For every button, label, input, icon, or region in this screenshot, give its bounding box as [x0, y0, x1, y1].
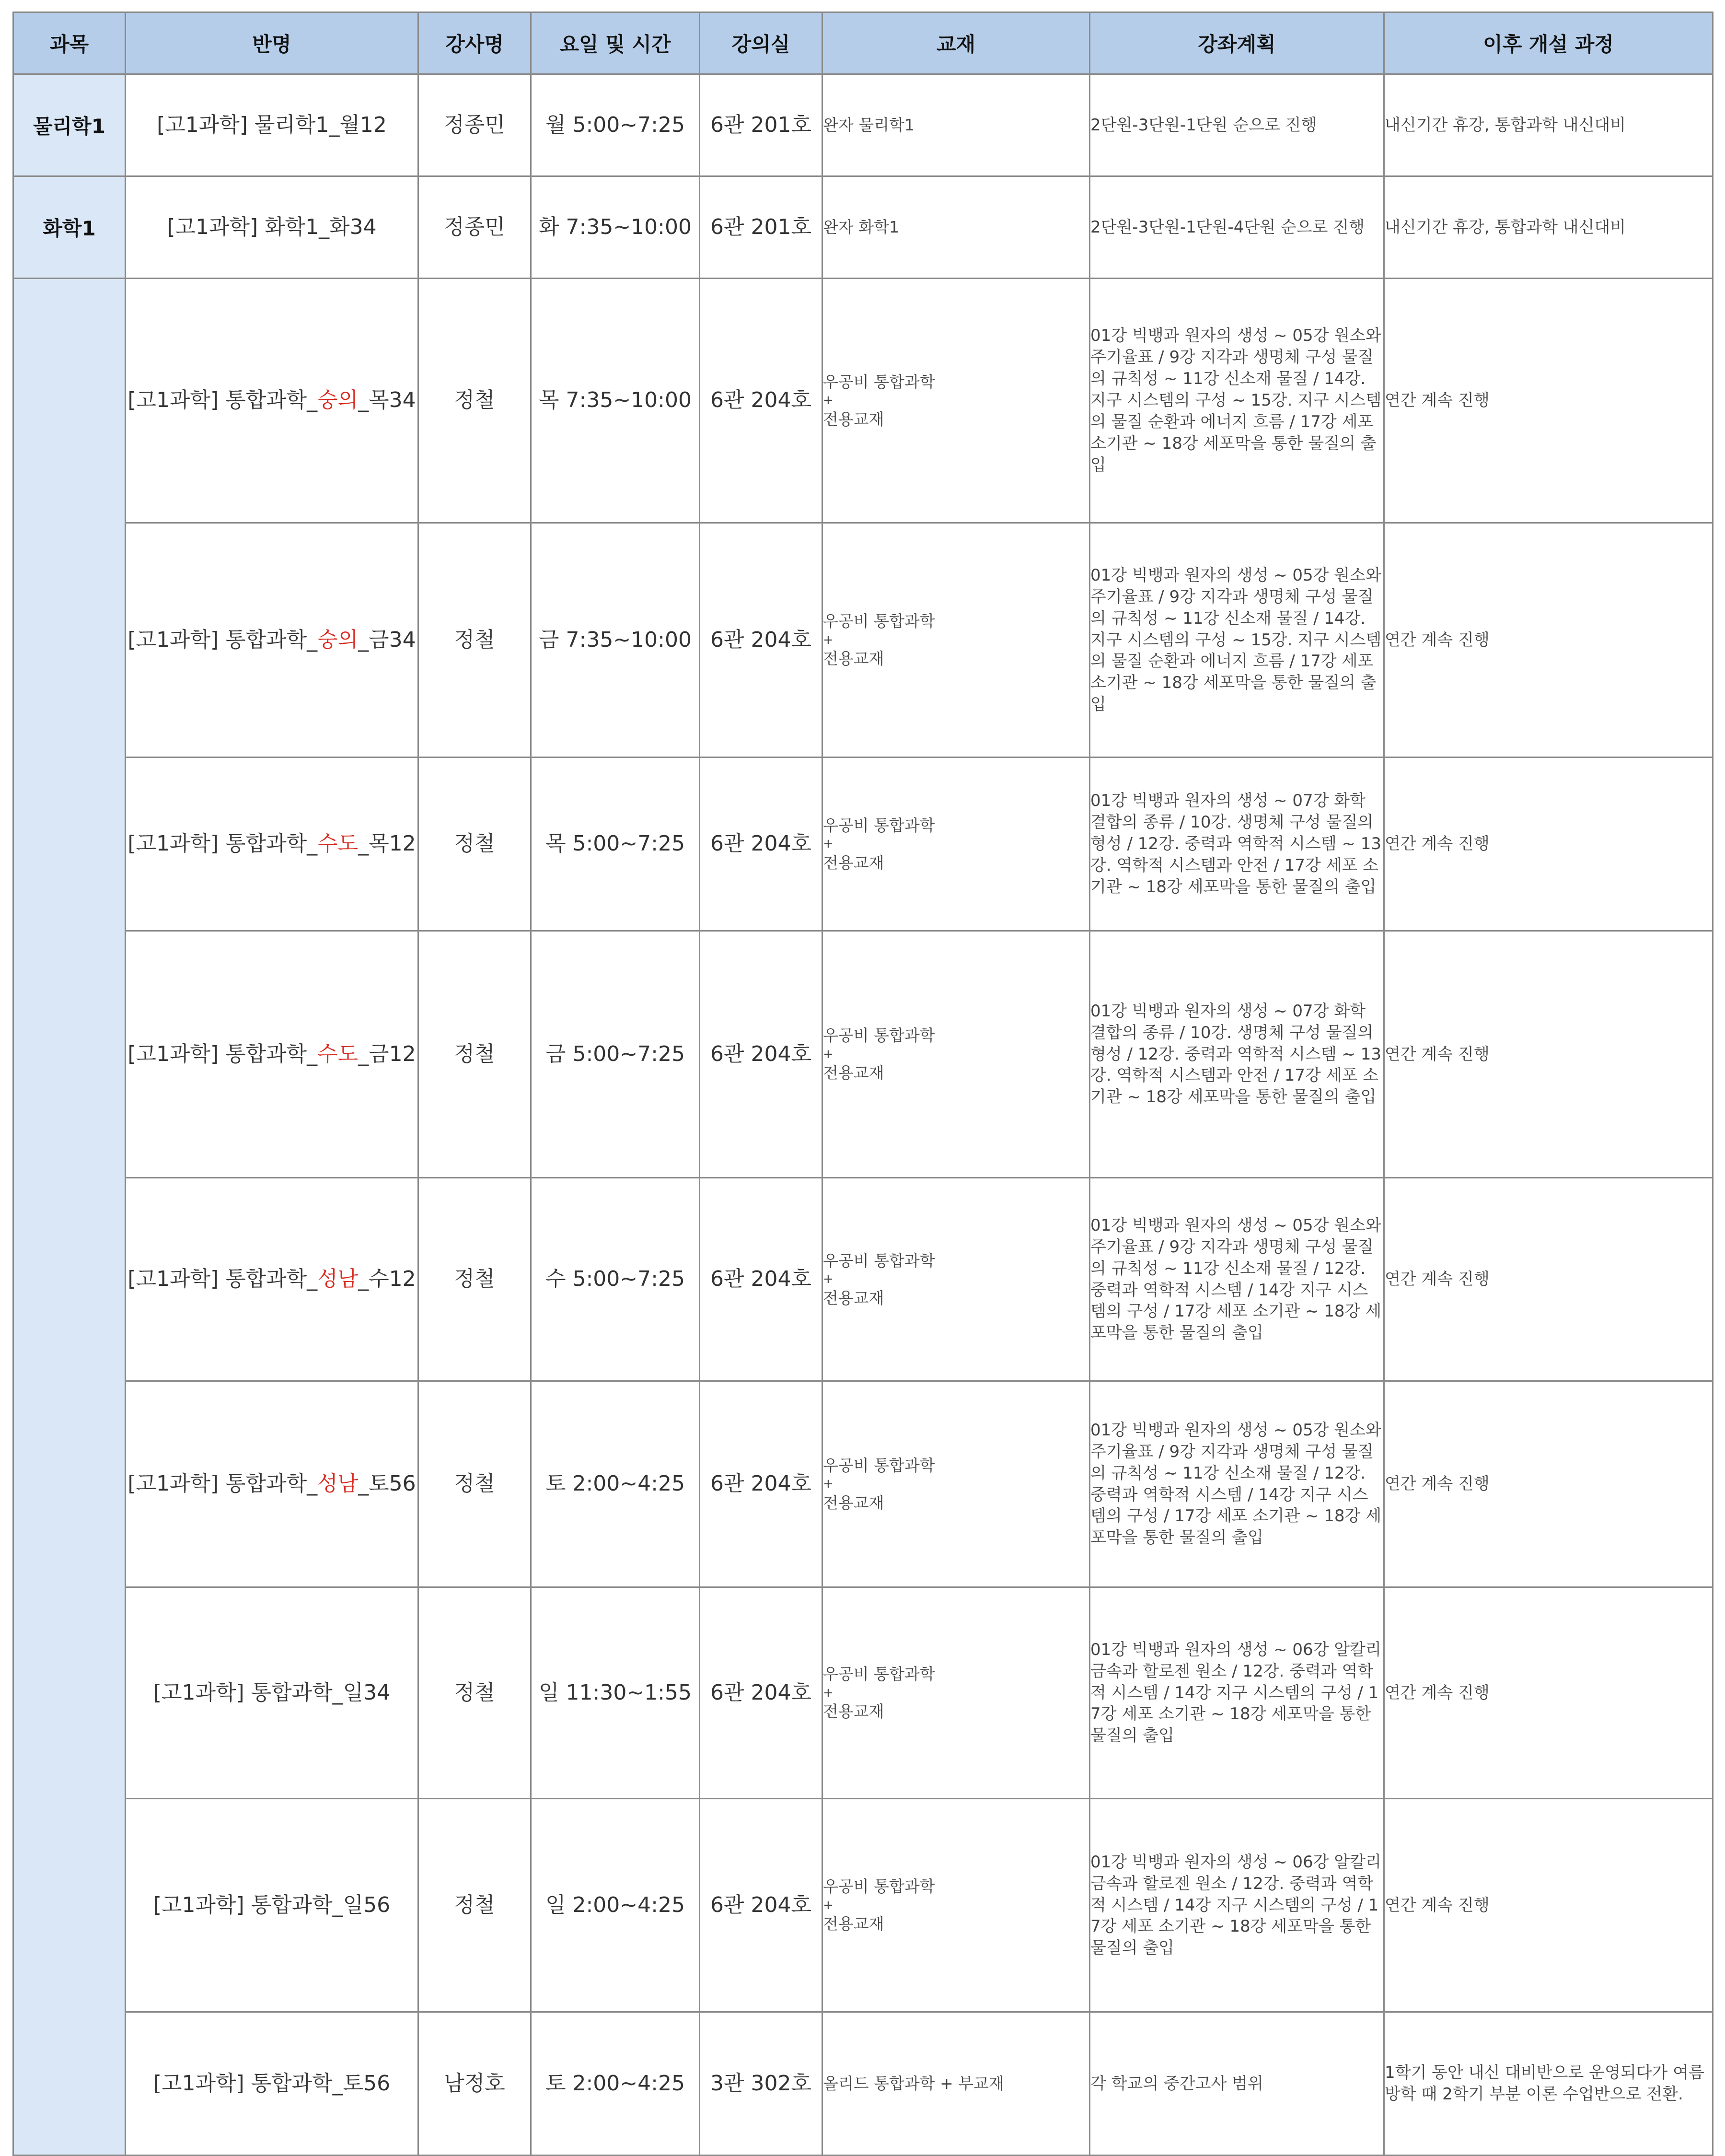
textbook-cell	[822, 1178, 1090, 1381]
textbook-plus: +	[823, 632, 834, 647]
course-plan-cell: 01강 빅뱅과 원자의 생성 ~ 06강 알칼리 금속과 할로젠 원소 / 12강. 중력과 역학적 시스템 / 14강 지구 시스템의 구성 / 17강 세포 소기관 ~ 18강 세포막을 통한 물질의 출입	[1090, 1587, 1384, 1799]
table-row	[13, 2012, 1713, 2156]
textbook-main: 우공비 통합과학	[823, 816, 935, 835]
textbook-cell	[822, 2012, 1090, 2156]
room-cell: 6관 204호	[700, 279, 822, 523]
teacher-cell: 정종민	[418, 176, 531, 279]
day-time-cell: 목 5:00~7:25	[531, 758, 700, 931]
textbook-main: 올리드 통합과학 + 부교재	[823, 2074, 1004, 2093]
day-time-cell: 토 2:00~4:25	[531, 2012, 700, 2156]
teacher-cell: 정철	[418, 1587, 531, 1799]
header-next-course: 이후 개설 과정	[1384, 12, 1713, 74]
textbook-plus: +	[823, 1898, 834, 1912]
textbook-cell	[822, 931, 1090, 1178]
subject-cell	[13, 279, 126, 2156]
table-row	[13, 1799, 1713, 2012]
next-course-cell: 연간 계속 진행	[1384, 758, 1713, 931]
table-row	[13, 1587, 1713, 1799]
room-cell: 6관 204호	[700, 1178, 822, 1381]
textbook-main: 우공비 통합과학	[823, 372, 935, 391]
header-course-plan: 강좌계획	[1090, 12, 1384, 74]
class-name-prefix: [고1과학] 통합과학_	[127, 1471, 318, 1496]
next-course-cell: 연간 계속 진행	[1384, 279, 1713, 523]
class-name-suffix: _수12	[358, 1267, 416, 1292]
class-name-prefix: [고1과학] 통합과학_	[127, 831, 318, 856]
course-plan-cell: 01강 빅뱅과 원자의 생성 ~ 07강 화학 결합의 종류 / 10강. 생명체 구성 물질의 형성 / 12강. 중력과 역학적 시스템 ~ 13강. 역학적 시스템과 안전 / 17강 세포 소기관 ~ 18강 세포막을 통한 물질의 출입	[1090, 758, 1384, 931]
campus-highlight: 성남	[317, 1471, 359, 1496]
textbook-plus: +	[823, 1047, 834, 1061]
day-time-cell: 토 2:00~4:25	[531, 1381, 700, 1587]
campus-highlight: 성남	[317, 1267, 359, 1292]
day-time-cell: 화 7:35~10:00	[531, 176, 700, 279]
class-name-cell	[126, 279, 418, 523]
next-course-cell: 연간 계속 진행	[1384, 1799, 1713, 2012]
header-day-time: 요일 및 시간	[531, 12, 700, 74]
textbook-main: 우공비 통합과학	[823, 1877, 935, 1896]
teacher-cell: 정종민	[418, 74, 531, 176]
textbook-extra: 전용교재	[823, 1914, 884, 1934]
textbook-extra: 전용교재	[823, 853, 884, 872]
textbook-main: 우공비 통합과학	[823, 612, 935, 631]
textbook-plus: +	[823, 837, 834, 851]
class-name-cell	[126, 931, 418, 1178]
class-name-cell	[126, 176, 418, 279]
day-time-cell: 수 5:00~7:25	[531, 1178, 700, 1381]
course-plan-cell: 01강 빅뱅과 원자의 생성 ~ 05강 원소와 주기율표 / 9강 지각과 생명체 구성 물질의 규칙성 ~ 11강 신소재 물질 / 12강. 중력과 역학적 시스템 / 14강 지구 시스템의 구성 / 17강 세포 소기관 ~ 18강 세포막을 통한 물질의 출입	[1090, 1381, 1384, 1587]
campus-highlight: 수도	[317, 1041, 359, 1066]
next-course-cell: 연간 계속 진행	[1384, 1178, 1713, 1381]
textbook-cell	[822, 523, 1090, 758]
textbook-cell	[822, 1381, 1090, 1587]
course-plan-cell: 01강 빅뱅과 원자의 생성 ~ 05강 원소와 주기율표 / 9강 지각과 생명체 구성 물질의 규칙성 ~ 11강 신소재 물질 / 12강. 중력과 역학적 시스템 / 14강 지구 시스템의 구성 / 17강 세포 소기관 ~ 18강 세포막을 통한 물질의 출입	[1090, 1178, 1384, 1381]
teacher-cell: 남정호	[418, 2012, 531, 2156]
class-name-prefix: [고1과학] 화학1_화34	[167, 214, 377, 239]
textbook-extra: 전용교재	[823, 409, 884, 429]
room-cell: 6관 201호	[700, 176, 822, 279]
textbook-plus: +	[823, 1272, 834, 1287]
next-course-cell: 내신기간 휴강, 통합과학 내신대비	[1384, 176, 1713, 279]
class-name-cell	[126, 1178, 418, 1381]
next-course-cell: 연간 계속 진행	[1384, 931, 1713, 1178]
day-time-cell: 금 5:00~7:25	[531, 931, 700, 1178]
class-name-prefix: [고1과학] 통합과학_일34	[153, 1680, 391, 1705]
next-course-cell: 연간 계속 진행	[1384, 523, 1713, 758]
class-name-cell	[126, 1587, 418, 1799]
textbook-extra: 전용교재	[823, 1063, 884, 1083]
textbook-cell	[822, 279, 1090, 523]
room-cell: 3관 302호	[700, 2012, 822, 2156]
next-course-cell: 1학기 동안 내신 대비반으로 운영되다가 여름 방학 때 2학기 부분 이론 수업반으로 전환.	[1384, 2012, 1713, 2156]
table-row	[13, 279, 1713, 523]
textbook-plus: +	[823, 1685, 834, 1700]
textbook-cell	[822, 176, 1090, 279]
header-teacher: 강사명	[418, 12, 531, 74]
class-name-suffix: _금34	[358, 627, 416, 652]
header-subject: 과목	[13, 12, 126, 74]
class-name-prefix: [고1과학] 물리학1_월12	[157, 112, 387, 137]
schedule-table	[12, 12, 1713, 2156]
course-plan-cell: 2단원-3단원-1단원 순으로 진행	[1090, 74, 1384, 176]
room-cell: 6관 204호	[700, 1381, 822, 1587]
class-name-cell	[126, 1381, 418, 1587]
header-room: 강의실	[700, 12, 822, 74]
room-cell: 6관 204호	[700, 1587, 822, 1799]
day-time-cell: 일 11:30~1:55	[531, 1587, 700, 1799]
day-time-cell: 금 7:35~10:00	[531, 523, 700, 758]
textbook-cell	[822, 1587, 1090, 1799]
table-row	[13, 1178, 1713, 1381]
textbook-main: 우공비 통합과학	[823, 1456, 935, 1475]
room-cell: 6관 204호	[700, 1799, 822, 2012]
class-name-prefix: [고1과학] 통합과학_	[127, 1041, 318, 1066]
textbook-extra: 전용교재	[823, 1702, 884, 1721]
class-name-cell	[126, 523, 418, 758]
table-row	[13, 74, 1713, 176]
teacher-cell: 정철	[418, 1381, 531, 1587]
class-name-prefix: [고1과학] 통합과학_	[127, 388, 318, 413]
room-cell: 6관 204호	[700, 523, 822, 758]
textbook-cell	[822, 1799, 1090, 2012]
class-name-cell	[126, 758, 418, 931]
campus-highlight: 숭의	[317, 388, 359, 413]
header-row	[13, 12, 1713, 74]
teacher-cell: 정철	[418, 758, 531, 931]
class-name-suffix: _금12	[358, 1041, 416, 1066]
textbook-main: 완자 화학1	[823, 218, 899, 237]
textbook-cell	[822, 758, 1090, 931]
textbook-main: 완자 물리학1	[823, 116, 915, 135]
table-row	[13, 523, 1713, 758]
class-name-cell	[126, 2012, 418, 2156]
teacher-cell: 정철	[418, 523, 531, 758]
campus-highlight: 수도	[317, 831, 359, 856]
textbook-main: 우공비 통합과학	[823, 1665, 935, 1684]
textbook-main: 우공비 통합과학	[823, 1251, 935, 1270]
teacher-cell: 정철	[418, 1178, 531, 1381]
class-name-suffix: _목12	[358, 831, 416, 856]
next-course-cell: 연간 계속 진행	[1384, 1381, 1713, 1587]
next-course-cell: 내신기간 휴강, 통합과학 내신대비	[1384, 74, 1713, 176]
day-time-cell: 월 5:00~7:25	[531, 74, 700, 176]
table-row	[13, 176, 1713, 279]
textbook-extra: 전용교재	[823, 1493, 884, 1512]
course-plan-cell: 01강 빅뱅과 원자의 생성 ~ 05강 원소와 주기율표 / 9강 지각과 생명체 구성 물질의 규칙성 ~ 11강 신소재 물질 / 14강. 지구 시스템의 구성 ~ 15강. 지구 시스템의 물질 순환과 에너지 흐름 / 17강 세포 소기관 ~ 18강 세포막을 통한 물질의 출입	[1090, 523, 1384, 758]
teacher-cell: 정철	[418, 1799, 531, 2012]
course-plan-cell: 각 학교의 중간고사 범위	[1090, 2012, 1384, 2156]
teacher-cell: 정철	[418, 279, 531, 523]
course-plan-cell: 01강 빅뱅과 원자의 생성 ~ 06강 알칼리 금속과 할로젠 원소 / 12강. 중력과 역학적 시스템 / 14강 지구 시스템의 구성 / 17강 세포 소기관 ~ 18강 세포막을 통한 물질의 출입	[1090, 1799, 1384, 2012]
header-class-name: 반명	[126, 12, 418, 74]
header-textbook: 교재	[822, 12, 1090, 74]
room-cell: 6관 204호	[700, 931, 822, 1178]
course-plan-cell: 01강 빅뱅과 원자의 생성 ~ 05강 원소와 주기율표 / 9강 지각과 생명체 구성 물질의 규칙성 ~ 11강 신소재 물질 / 14강. 지구 시스템의 구성 ~ 15강. 지구 시스템의 물질 순환과 에너지 흐름 / 17강 세포 소기관 ~ 18강 세포막을 통한 물질의 출입	[1090, 279, 1384, 523]
table-row	[13, 758, 1713, 931]
course-plan-cell: 01강 빅뱅과 원자의 생성 ~ 07강 화학 결합의 종류 / 10강. 생명체 구성 물질의 형성 / 12강. 중력과 역학적 시스템 ~ 13강. 역학적 시스템과 안전 / 17강 세포 소기관 ~ 18강 세포막을 통한 물질의 출입	[1090, 931, 1384, 1178]
subject-cell: 화학1	[13, 176, 126, 279]
day-time-cell: 일 2:00~4:25	[531, 1799, 700, 2012]
campus-highlight: 숭의	[317, 627, 359, 652]
room-cell: 6관 204호	[700, 758, 822, 931]
class-name-suffix: _토56	[358, 1471, 416, 1496]
class-name-cell	[126, 74, 418, 176]
next-course-cell: 연간 계속 진행	[1384, 1587, 1713, 1799]
table-row	[13, 1381, 1713, 1587]
class-name-suffix: _목34	[358, 388, 416, 413]
textbook-main: 우공비 통합과학	[823, 1026, 935, 1045]
textbook-cell	[822, 74, 1090, 176]
textbook-plus: +	[823, 393, 834, 408]
textbook-extra: 전용교재	[823, 649, 884, 668]
table-row	[13, 931, 1713, 1178]
class-name-prefix: [고1과학] 통합과학_	[127, 1267, 318, 1292]
textbook-extra: 전용교재	[823, 1288, 884, 1307]
textbook-plus: +	[823, 1477, 834, 1492]
course-plan-cell: 2단원-3단원-1단원-4단원 순으로 진행	[1090, 176, 1384, 279]
class-name-cell	[126, 1799, 418, 2012]
class-name-prefix: [고1과학] 통합과학_일56	[153, 1892, 391, 1917]
day-time-cell: 목 7:35~10:00	[531, 279, 700, 523]
room-cell: 6관 201호	[700, 74, 822, 176]
class-name-prefix: [고1과학] 통합과학_토56	[153, 2071, 391, 2096]
subject-cell: 물리학1	[13, 74, 126, 176]
class-name-prefix: [고1과학] 통합과학_	[127, 627, 318, 652]
teacher-cell: 정철	[418, 931, 531, 1178]
